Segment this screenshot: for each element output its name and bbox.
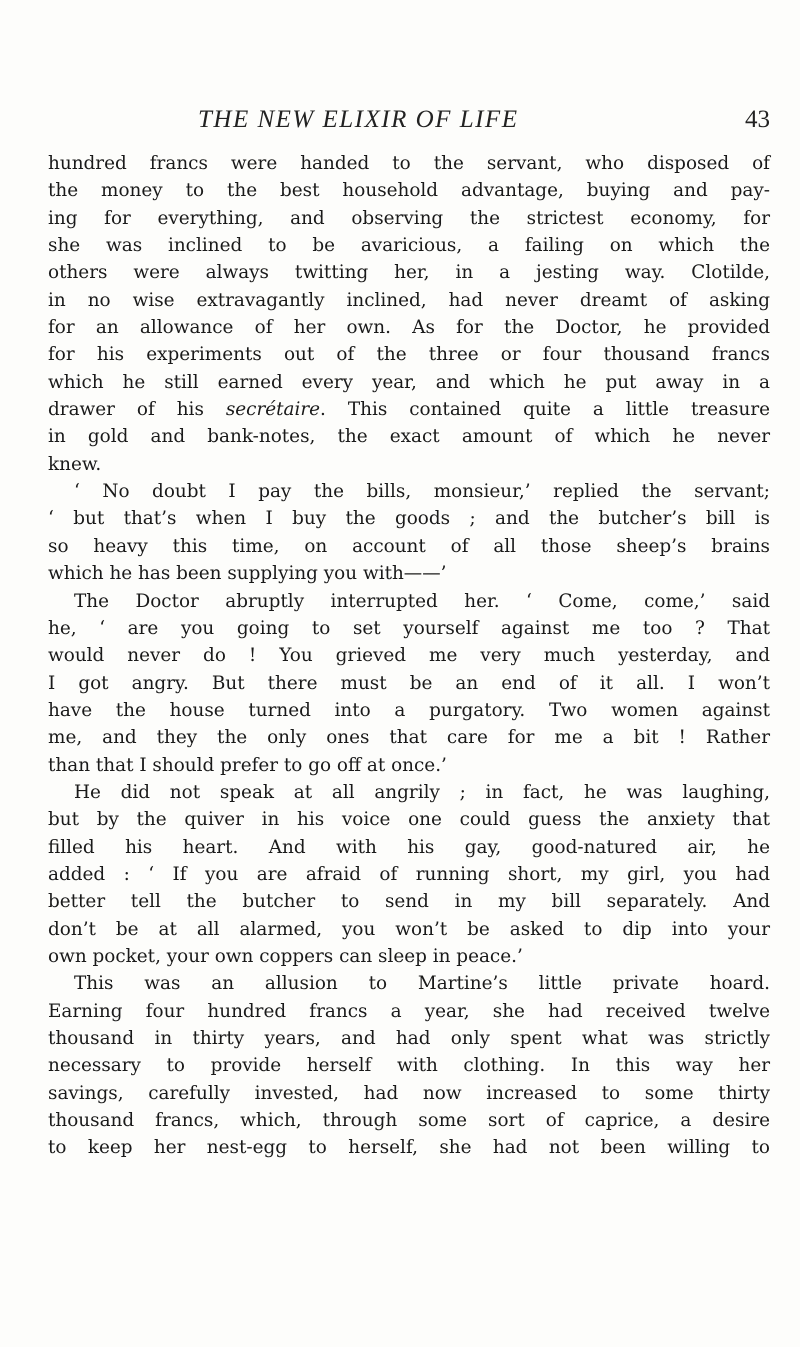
text-line: for an allowance of her own. As for the Doctor, he provided bbox=[48, 317, 770, 339]
text-line: ‘ but that’s when I buy the goods ; and the butcher’s bill is bbox=[48, 508, 770, 530]
page-number: 43 bbox=[745, 106, 770, 133]
text-line: the money to the best household advantage, buying and pay- bbox=[48, 180, 770, 202]
text-line: but by the quiver in his voice one could guess the anxiety that bbox=[48, 809, 770, 831]
text-line: filled his heart. And with his gay, good-natured air, he bbox=[48, 836, 770, 858]
text-line: for his experiments out of the three or four thousand francs bbox=[48, 344, 770, 366]
paragraph bbox=[48, 779, 770, 970]
text-line: own pocket, your own coppers can sleep in peace.’ bbox=[48, 945, 523, 967]
text-line: would never do ! You grieved me very much yesterday, and bbox=[48, 645, 770, 667]
text-line: This was an allusion to Martine’s little private hoard. bbox=[74, 973, 770, 995]
text-line: so heavy this time, on account of all those sheep’s brains bbox=[48, 535, 770, 557]
text-line: hundred francs were handed to the servant, who disposed of bbox=[48, 153, 770, 174]
text-line: than that I should prefer to go off at once.’ bbox=[48, 754, 447, 776]
text-line: me, and they the only ones that care for me a bit ! Rather bbox=[48, 727, 770, 749]
text-line: ing for everything, and observing the strictest economy, for bbox=[48, 207, 770, 229]
text-line: necessary to provide herself with clothing. In this way her bbox=[48, 1055, 770, 1077]
italic-word: secrétaire bbox=[225, 399, 321, 421]
text-line: in gold and bank-notes, the exact amount of which he never bbox=[48, 426, 770, 448]
text-line: to keep her nest-egg to herself, she had not been willing to bbox=[48, 1137, 770, 1159]
text-line: The Doctor abruptly interrupted her. ‘ Come, come,’ said bbox=[74, 590, 770, 612]
text-line: savings, carefully invested, had now increased to some thirty bbox=[48, 1082, 770, 1104]
text-line: thousand in thirty years, and had only spent what was strictly bbox=[48, 1028, 770, 1049]
text-line: in no wise extravagantly inclined, had never dreamt of asking bbox=[48, 289, 770, 311]
text-line: knew. bbox=[48, 453, 102, 475]
text-line: added : ‘ If you are afraid of running short, my girl, you had bbox=[48, 863, 770, 885]
body-text bbox=[48, 150, 770, 1162]
text-line: she was inclined to be avaricious, a failing on which the bbox=[48, 235, 770, 257]
text-line: I got angry. But there must be an end of it all. I won’t bbox=[48, 672, 770, 694]
text-line: have the house turned into a purgatory. Two women against bbox=[48, 699, 770, 721]
text-line: He did not speak at all angrily ; in fact, he was laughing, bbox=[74, 781, 770, 803]
text-line: he, ‘ are you going to set yourself against me too ? That bbox=[48, 617, 770, 639]
text-line: Earning four hundred francs a year, she had received twelve bbox=[48, 1000, 770, 1022]
paragraph bbox=[48, 588, 770, 779]
paragraph bbox=[48, 970, 770, 1161]
running-title: THE NEW ELIXIR OF LIFE bbox=[198, 106, 519, 133]
paragraph bbox=[48, 478, 770, 587]
text-line: which he still earned every year, and which he put away in a bbox=[48, 371, 770, 393]
running-head bbox=[150, 106, 770, 136]
text-line: don’t be at all alarmed, you won’t be asked to dip into your bbox=[48, 918, 770, 940]
text-line: thousand francs, which, through some sort of caprice, a desire bbox=[48, 1110, 770, 1132]
text-line: drawer of his secrétaire. This contained quite a little treasure bbox=[48, 399, 770, 421]
text-line: which he has been supplying you with——’ bbox=[48, 563, 447, 585]
text-line: better tell the butcher to send in my bill separately. And bbox=[48, 891, 770, 913]
text-line: ‘ No doubt I pay the bills, monsieur,’ replied the servant; bbox=[74, 481, 770, 503]
text-line: others were always twitting her, in a jesting way. Clotilde, bbox=[48, 262, 770, 284]
paragraph bbox=[48, 150, 770, 478]
